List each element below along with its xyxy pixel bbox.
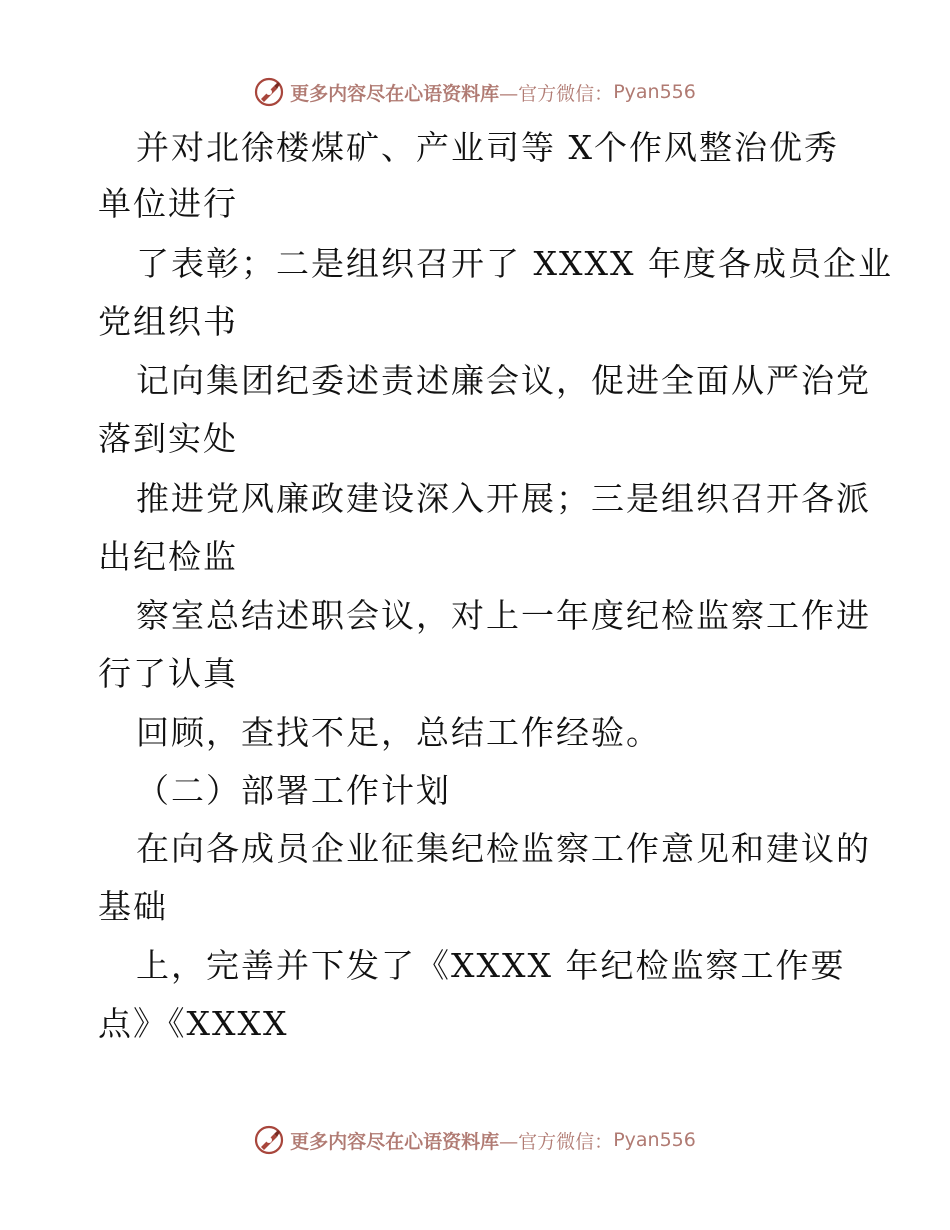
watermark-site-text: 更多内容尽在心语资料库 [290, 82, 500, 105]
body-line-15: 上，完善并下发了《XXXX 年纪检监察工作要 [136, 946, 846, 985]
watermark-site-text: 更多内容尽在心语资料库 [290, 1130, 500, 1153]
body-line-6: 落到实处 [98, 419, 238, 458]
body-line-5: 记向集团纪委述责述廉会议，促进全面从严治党 [136, 361, 871, 400]
watermark-wechat-id: Pyan556 [613, 81, 696, 103]
watermark-wechat-id: Pyan556 [613, 1129, 696, 1151]
body-line-3: 了表彰；二是组织召开了 XXXX 年度各成员企业 [136, 244, 893, 283]
section-heading: （二）部署工作计划 [136, 771, 451, 810]
body-line-14: 基础 [98, 887, 168, 926]
body-line-10: 行了认真 [98, 654, 238, 693]
watermark-separator-text: —官方微信： [499, 1130, 614, 1153]
body-line-16: 点》《XXXX [98, 1004, 289, 1043]
body-line-4: 党组织书 [98, 302, 238, 341]
pen-logo-icon [254, 77, 284, 107]
body-line-2: 单位进行 [98, 184, 238, 223]
body-line-11: 回顾，查找不足，总结工作经验。 [136, 713, 661, 752]
body-line-13: 在向各成员企业征集纪检监察工作意见和建议的 [136, 829, 871, 868]
pen-logo-icon [254, 1125, 284, 1155]
body-line-7: 推进党风廉政建设深入开展；三是组织召开各派 [136, 479, 871, 518]
watermark-separator-text: —官方微信： [499, 82, 614, 105]
header-watermark [0, 72, 950, 112]
body-line-9: 察室总结述职会议，对上一年度纪检监察工作进 [136, 596, 871, 635]
body-line-8: 出纪检监 [98, 537, 238, 576]
body-line-1: 并对北徐楼煤矿、产业司等 X个作风整治优秀 [136, 128, 839, 167]
footer-watermark [0, 1120, 950, 1160]
